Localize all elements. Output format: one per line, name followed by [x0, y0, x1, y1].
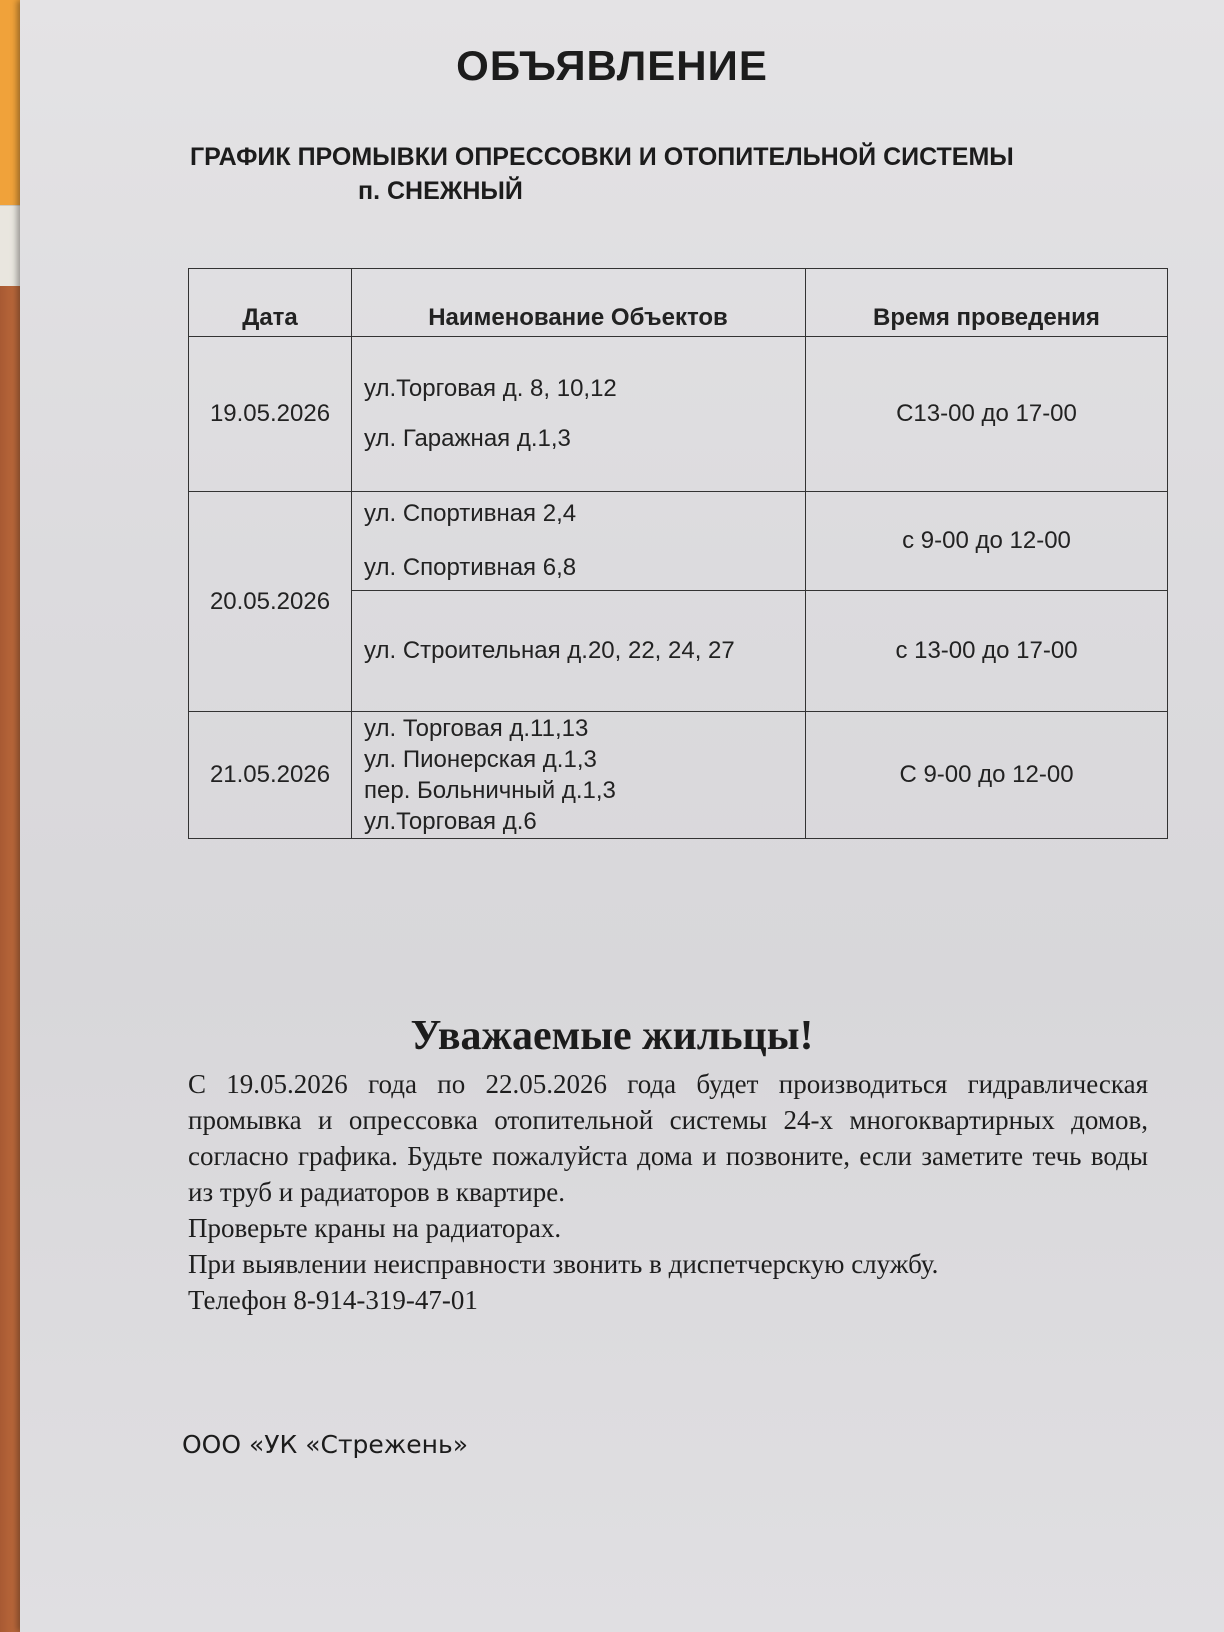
object-address: ул. Торговая д.11,13 — [364, 715, 589, 742]
header-date: Дата — [189, 269, 352, 337]
object-address: ул. Спортивная 6,8 — [364, 554, 577, 581]
objects-cell — [352, 492, 806, 591]
notice-paragraph: С 19.05.2026 года по 22.05.2026 года будет производиться гидравлическая промывка и опрессовка отопительной системы 24-х многоквартирных домов, согласно графика. Будьте пожалуйста дома и позвоните, если заметите течь воды из труб и радиаторов в квартире. — [188, 1069, 1148, 1207]
object-address: ул. Спортивная 2,4 — [364, 500, 577, 527]
object-address: пер. Больничный д.1,3 — [364, 777, 616, 804]
time-cell: С 9-00 до 12-00 — [806, 712, 1168, 839]
phone-line: Телефон 8-914-319-47-01 — [188, 1285, 478, 1315]
table-row — [189, 492, 1168, 591]
header-objects: Наименование Объектов — [352, 269, 806, 337]
subtitle-line-1: ГРАФИК ПРОМЫВКИ ОПРЕССОВКИ И ОТОПИТЕЛЬНОЙ СИСТЕМЫ — [190, 143, 1014, 171]
table-row — [189, 712, 1168, 839]
header-time: Время проведения — [806, 269, 1168, 337]
subtitle-line-2: п. СНЕЖНЫЙ — [358, 177, 523, 205]
object-address: ул. Гаражная д.1,3 — [364, 425, 571, 452]
notice-body — [188, 1066, 1148, 1318]
date-cell: 21.05.2026 — [189, 712, 352, 839]
call-dispatch-line: При выявлении неисправности звонить в диспетчерскую службу. — [188, 1249, 939, 1279]
objects-cell — [352, 591, 806, 712]
schedule-table — [188, 268, 1168, 839]
time-cell: с 9-00 до 12-00 — [806, 492, 1168, 591]
date-cell: 20.05.2026 — [189, 492, 352, 712]
greeting-heading: Уважаемые жильцы! — [410, 1013, 814, 1059]
table-header-row — [189, 269, 1168, 337]
organization-signature: ООО «УК «Стрежень» — [182, 1430, 469, 1459]
object-address: ул. Пионерская д.1,3 — [364, 746, 597, 773]
objects-cell — [352, 712, 806, 839]
announcement-title: ОБЪЯВЛЕНИЕ — [456, 42, 768, 89]
time-cell: с 13-00 до 17-00 — [806, 591, 1168, 712]
object-address: ул. Строительная д.20, 22, 24, 27 — [364, 637, 735, 664]
check-radiators-line: Проверьте краны на радиаторах. — [188, 1213, 562, 1243]
object-address: ул.Торговая д.6 — [364, 808, 537, 835]
objects-cell — [352, 337, 806, 492]
time-cell: С13-00 до 17-00 — [806, 337, 1168, 492]
table-row — [189, 337, 1168, 492]
schedule-subtitle — [190, 140, 1090, 208]
date-cell: 19.05.2026 — [189, 337, 352, 492]
object-address: ул.Торговая д. 8, 10,12 — [364, 375, 617, 402]
